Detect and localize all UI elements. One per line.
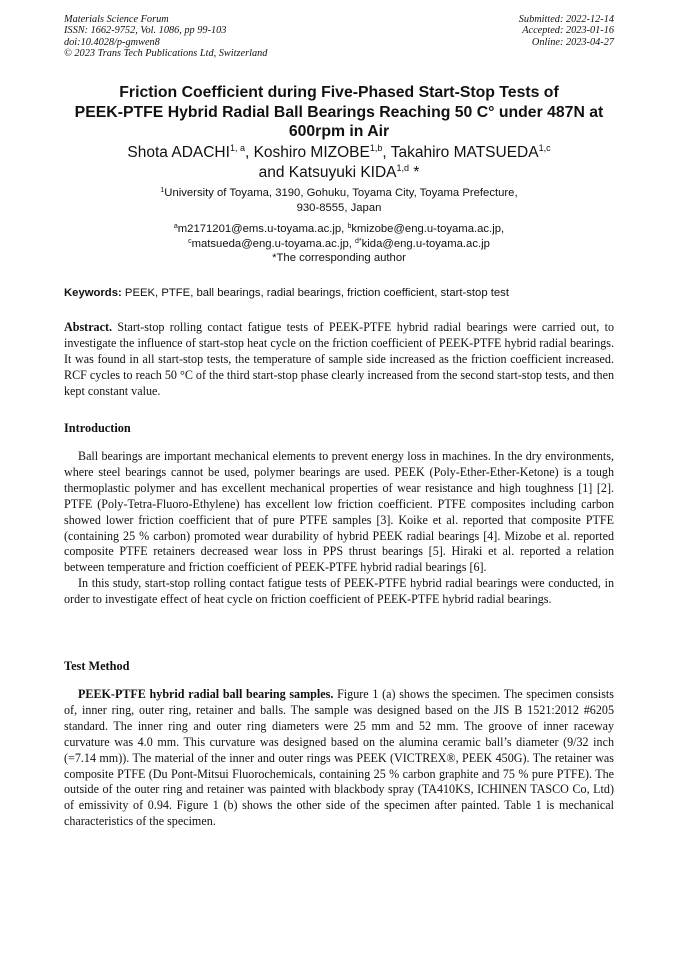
journal-name: Materials Science Forum (64, 14, 169, 25)
title-line: Friction Coefficient during Five-Phased Start-Stop Tests of (119, 84, 559, 101)
email-mark: c (188, 237, 192, 245)
email-link[interactable]: kmizobe@eng.u-toyama.ac.jp, (351, 223, 505, 235)
corresponding-note: *The corresponding author (272, 252, 406, 264)
abstract-label: Abstract. (64, 320, 113, 334)
author-name: Shota ADACHI (127, 144, 230, 161)
affil-line: 930-8555, Japan (296, 202, 382, 214)
keywords (64, 286, 616, 300)
journal-info (64, 14, 267, 60)
email-link[interactable]: matsueda@eng.u-toyama.ac.jp, (191, 237, 356, 250)
author-name: , Koshiro MIZOBE (244, 144, 370, 161)
email-link[interactable]: kida@eng.u-toyama.ac.jp (361, 237, 490, 250)
section-heading-test-method: Test Method (64, 659, 130, 673)
paragraph: Ball bearings are important mechanical elements to prevent energy loss in machines. In the dry environments, where steel bearings cannot be used, polymer bearings are used. PEEK (Poly-Ether-Ether-Ketone) is a tough thermoplastic polymer and has excellent mechanical properties of wear resistance and high toughness [1] [2]. PTFE (Poly-Tetra-Fluoro-Ethylene) has excellent low friction coefficient. PTFE composites including carbon showed lower friction coefficient that of pure PTFE samples [3]. Koike et al. reported that composite PTFE (containing 25 % carbon) promoted wear durability of hybrid PEEK radial bearings [4]. Mizobe et al. reported composite PTFE retainers decreased wear loss in PPS thrust bearings [5]. Hiraki et al. reported a relation between temperature and friction coefficient of PEEK-PTFE hybrid radial bearings [6]. (64, 449, 614, 575)
author-line (40, 143, 638, 163)
publication-dates (519, 14, 614, 48)
affil-line: University of Toyama, 3190, Gohuku, Toyama City, Toyama Prefecture, (164, 187, 518, 199)
title-line: PEEK-PTFE Hybrid Radial Ball Bearings Reaching 50 C° under 487N at (74, 103, 604, 121)
section-heading-introduction: Introduction (64, 421, 131, 435)
journal-issn: ISSN: 1662-9752, Vol. 1086, pp 99-103 (64, 25, 227, 37)
author-emails (60, 222, 618, 266)
run-in-heading: PEEK-PTFE hybrid radial ball bearing samples. (78, 687, 334, 701)
title-line: 600rpm in Air (288, 123, 390, 140)
keywords-label: Keywords: (64, 287, 122, 299)
abstract (64, 320, 614, 400)
introduction-body (64, 449, 614, 608)
corresponding-mark: * (409, 163, 420, 181)
email-mark: a (173, 223, 178, 230)
author-list (40, 143, 638, 182)
paragraph: In this study, start-stop rolling contact fatigue tests of PEEK-PTFE hybrid radial bearings were conducted, in order to investigate effect of heat cycle on friction coefficient of PEEK-PTFE hybrid radial bearings. (64, 576, 614, 607)
test-method-body (64, 687, 614, 830)
journal-copyright: © 2023 Trans Tech Publications Ltd, Switzerland (64, 48, 268, 60)
author-name: and Katsuyuki KIDA (258, 163, 397, 181)
abstract-text: Start-stop rolling contact fatigue tests of PEEK-PTFE hybrid radial bearings were carried out, to investigate the influence of start-stop heat cycle on the friction coefficient of PEEK-PTFE hybrid radial bearings. It was found in all start-stop tests, the temperature of sample side increased as the friction coefficient increased. RCF cycles to reach 50 °C of the third start-stop phase clearly increased from the second start-stop tests, and then kept constant value. (64, 320, 614, 398)
author-affil-mark: 1, a (229, 143, 245, 153)
paragraph (64, 687, 614, 830)
email-link[interactable]: m2171201@ems.u-toyama.ac.jp, (177, 223, 348, 235)
affiliation (60, 186, 618, 216)
paper-title (40, 83, 638, 142)
author-affil-mark: 1,d (396, 162, 410, 173)
keywords-text: PEEK, PTFE, ball bearings, radial bearings, friction coefficient, start-stop test (121, 287, 509, 299)
email-mark: d* (355, 237, 362, 245)
date-accepted: Accepted: 2023-01-16 (522, 25, 614, 37)
author-affil-mark: 1,b (369, 143, 383, 153)
email-mark: b (347, 223, 352, 230)
date-online: Online: 2023-04-27 (531, 36, 614, 48)
paragraph-text: Figure 1 (a) shows the specimen. The specimen consists of, inner ring, outer ring, retainer and balls. The sample was designed based on the JIS B 1521:2012 #6205 standard. The inner ring and outer ring diameters were 25 mm and 52 mm. The groove of inner raceway curvature was 4.0 mm. This curvature was designed based on the alumina ceramic ball’s diameter (9/32 inch (=7.14 mm)). The material of the inner and outer rings was PEEK (VICTREX®, PEEK 450G). The retainer was composite PTFE (Du Pont-Mitsui Fluorochemicals, containing 25 % carbon graphite and 75 % pure PTFE). The outside of the outer ring and retainer was painted with blackbody spray (TA410KS, ICHINEN TASCO Co, Ltd) of emissivity of 0.94. Figure 1 (b) shows the other side of the specimen after painted. Table 1 is mechanical characteristics of the specimen. (64, 687, 614, 829)
date-submitted: Submitted: 2022-12-14 (518, 14, 614, 25)
author-name: , Takahiro MATSUEDA (382, 144, 539, 161)
author-line (40, 163, 638, 183)
author-affil-mark: 1,c (538, 143, 551, 153)
affil-mark: 1 (160, 187, 165, 194)
journal-doi[interactable]: doi:10.4028/p-gmwen8 (64, 36, 160, 48)
